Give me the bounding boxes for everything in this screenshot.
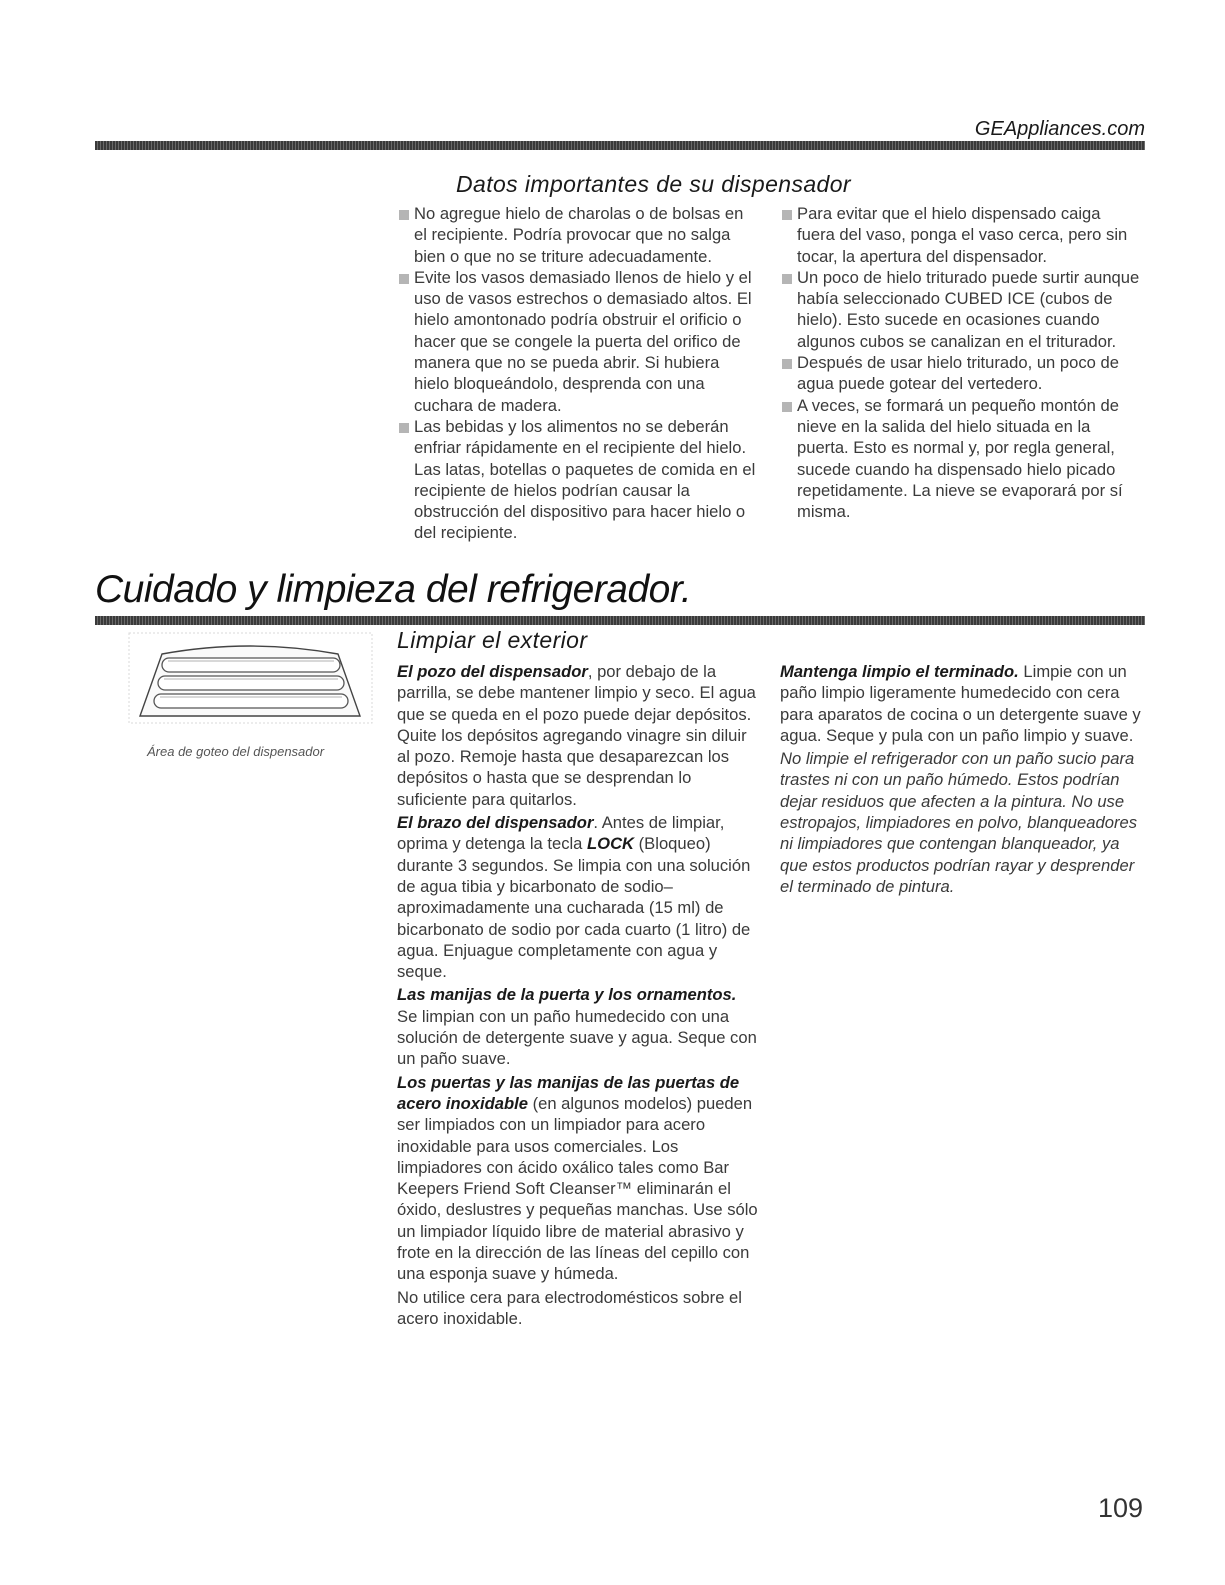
dispenser-left-column bbox=[397, 203, 759, 544]
stainless-text: (en algunos modelos) pueden ser limpiados con un limpiador para acero inoxidable para usos comerciales. Los limpiadores con ácido oxálico tales como Bar Keepers Friend Soft Cleanser™ eliminarán el óxido, deslustres y pequeñas manchas. Use sólo un limpiador líquido libre de material abrasivo y frote en la dirección de las líneas del cepillo con una esponja suave y húmeda. bbox=[397, 1093, 758, 1284]
list-item: Un poco de hielo triturado puede surtir aunque había seleccionado CUBED ICE (cubos de hielo). Esto sucede en ocasiones cuando algunos cubos se canalizan en el triturador. bbox=[780, 267, 1142, 352]
list-item: Después de usar hielo triturado, un poco de agua puede gotear del vertedero. bbox=[780, 352, 1142, 395]
dispenser-well-paragraph bbox=[397, 661, 759, 810]
exterior-left-column bbox=[397, 661, 759, 1331]
finish-text: Limpie con un paño limpio ligeramente humedecido con cera para aparatos de cocina o un detergente suave y agua. Seque y pula con un paño limpio y suave. bbox=[780, 662, 1141, 745]
door-handles-text: Se limpian con un paño humedecido con una solución de detergente suave y agua. Seque con un paño suave. bbox=[397, 1006, 757, 1069]
finish-lead: Mantenga limpio el terminado. bbox=[780, 662, 1019, 681]
section-rule bbox=[95, 616, 1145, 625]
list-item: Las bebidas y los alimentos no se deberán enfriar rápidamente en el recipiente del hielo. Las latas, botellas o paquetes de comida en el recipiente de hielos podrían causar la obstrucción del dispositivo para hacer hielo o del recipiente. bbox=[397, 416, 759, 544]
page-title: Cuidado y limpieza del refrigerador. bbox=[95, 568, 692, 611]
stainless-paragraph bbox=[397, 1072, 759, 1285]
site-url: GEAppliances.com bbox=[974, 118, 1145, 140]
dispenser-right-column bbox=[780, 203, 1142, 522]
dispenser-left-list bbox=[397, 203, 759, 544]
stainless-wax-note: No utilice cera para electrodomésticos sobre el acero inoxidable. bbox=[397, 1287, 742, 1328]
list-item: A veces, se formará un pequeño montón de nieve en la salida del hielo situada en la puerta. Esto es normal y, por regla general, sucede cuando ha dispensado hielo picado repetidamente. La nieve se evaporará por sí misma. bbox=[780, 395, 1142, 523]
header-rule bbox=[95, 141, 1145, 150]
dispenser-drip-area-illustration bbox=[128, 632, 373, 724]
dispenser-arm-lead: El brazo del dispensador bbox=[397, 813, 594, 833]
stainless-lead: Los puertas y las manijas de las puertas de acero inoxidable bbox=[397, 1072, 740, 1113]
dispenser-arm-text-b: (Bloqueo) durante 3 segundos. Se limpia con una solución de agua tibia y bicarbonato de sodio–aproximadamente una cucharada (15 ml) de bicarbonato de sodio por cada cuarto (1 litro) de agua. Enjuague completamente con agua y seque. bbox=[397, 834, 751, 982]
dispenser-heading: Datos importantes de su dispensador bbox=[456, 171, 851, 197]
exterior-heading: Limpiar el exterior bbox=[397, 627, 588, 653]
dispenser-right-list bbox=[780, 203, 1142, 522]
list-item: No agregue hielo de charolas o de bolsas en el recipiente. Podría provocar que no salga bien o que no se triture adecuadamente. bbox=[397, 203, 759, 267]
door-handles-paragraph bbox=[397, 984, 759, 1069]
lock-key-label: LOCK bbox=[587, 834, 635, 854]
dispenser-well-text: , por debajo de la parrilla, se debe mantener limpio y seco. El agua que se queda en el pozo puede dejar depósitos. Quite los depósitos agregando vinagre sin diluir al pozo. Remoje hasta que desaparezcan los depósitos o hasta que se desprendan lo suficiente para quitarlos. bbox=[397, 662, 756, 809]
list-item: Para evitar que el hielo dispensado caiga fuera del vaso, ponga el vaso cerca, pero sin tocar, la apertura del dispensador. bbox=[780, 203, 1142, 267]
dispenser-well-lead: El pozo del dispensador bbox=[397, 662, 588, 681]
door-handles-lead: Las manijas de la puerta y los ornamentos. bbox=[397, 985, 737, 1005]
page-number: 109 bbox=[1097, 1493, 1143, 1523]
dispenser-arm-paragraph bbox=[397, 812, 759, 982]
exterior-right-column bbox=[780, 661, 1142, 897]
figure-caption: Área de goteo del dispensador bbox=[147, 744, 325, 759]
dispenser-arm-text-a: . Antes de limpiar, oprima y detenga la tecla bbox=[397, 813, 725, 854]
finish-paragraph bbox=[780, 661, 1142, 746]
cleaning-warning: No limpie el refrigerador con un paño sucio para trastes ni con un paño húmedo. Estos podrían dejar residuos que afecten a la pintura. No use estropajos, limpiadores en polvo, blanqueadores ni limpiadores que contengan blanqueador, ya que estos productos podrían rayar y desprender el terminado de pintura. bbox=[780, 749, 1137, 896]
list-item: Evite los vasos demasiado llenos de hielo y el uso de vasos estrechos o demasiado altos. El hielo amontonado podría obstruir el orificio o hacer que se congele la puerta del orifico de manera que no se pueda abrir. Si hubiera hielo bloqueándolo, desprenda con una cuchara de madera. bbox=[397, 267, 759, 416]
